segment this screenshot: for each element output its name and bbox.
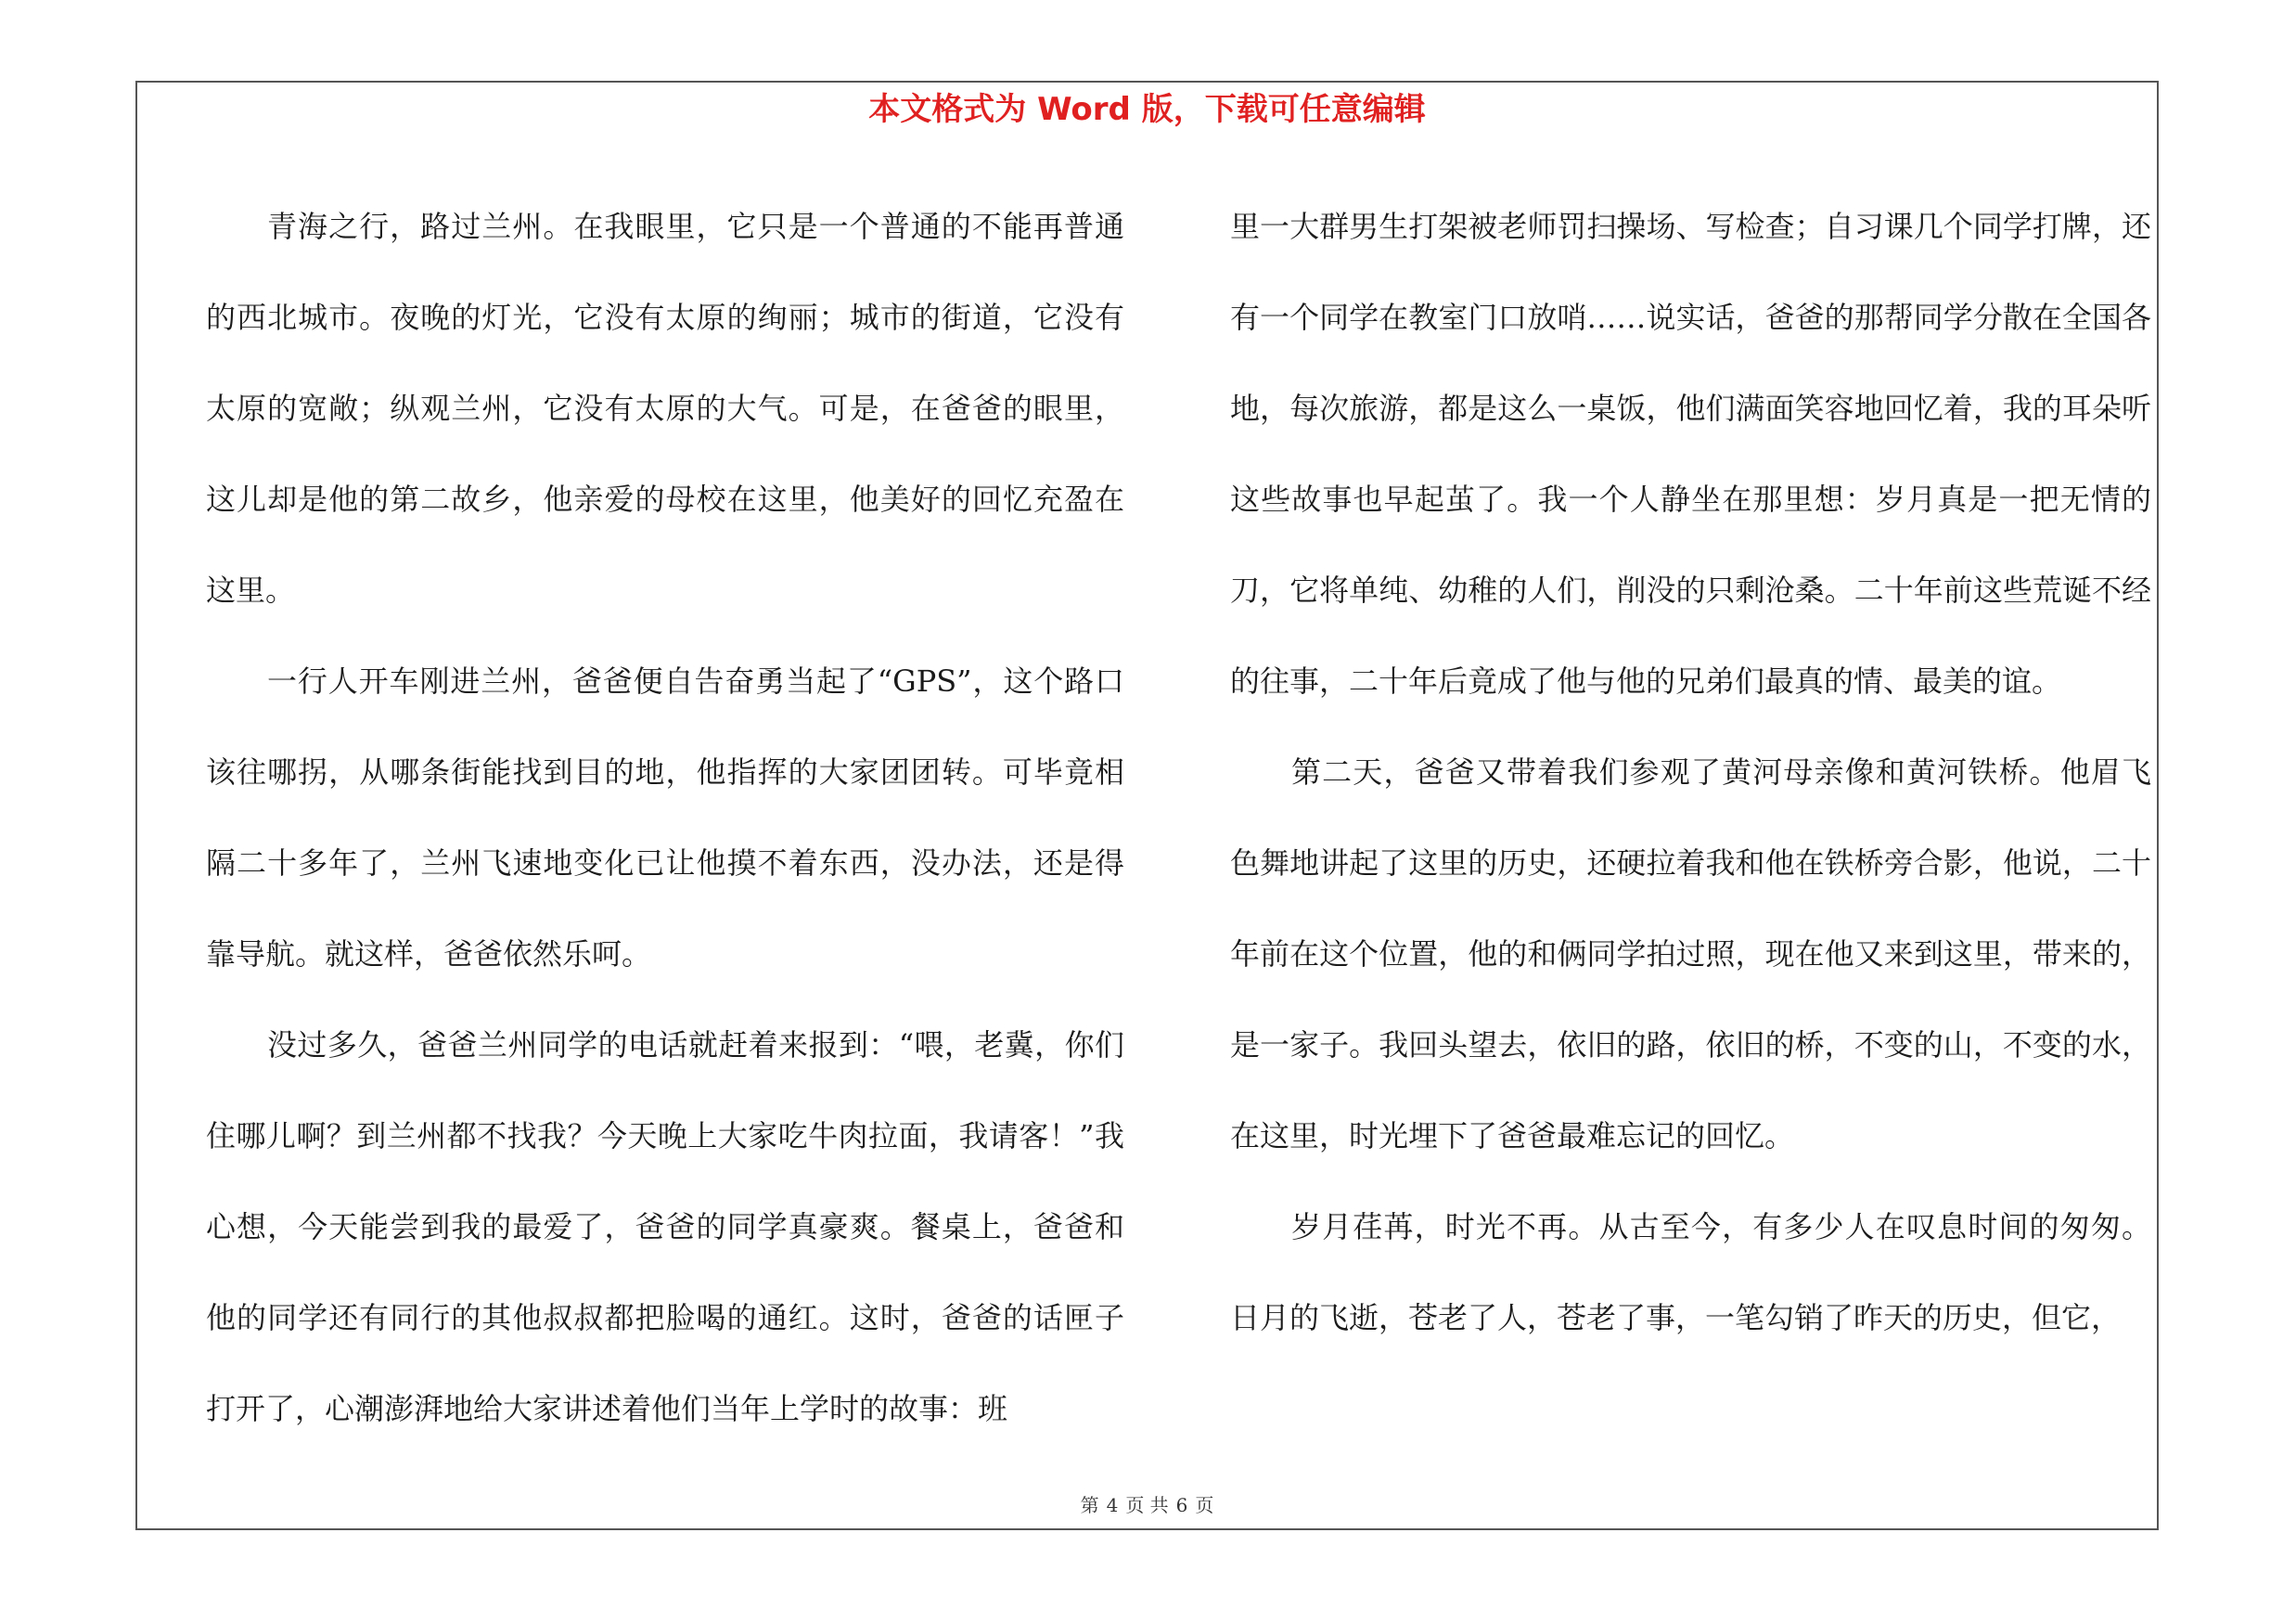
- footer-middle: 页 共: [1125, 1494, 1169, 1516]
- total-page-number: 6: [1175, 1494, 1188, 1516]
- footer-suffix: 页: [1195, 1494, 1214, 1516]
- paragraph: 没过多久，爸爸兰州同学的电话就赶着来报到：“喂，老冀，你们住哪儿啊？到兰州都不找我？今天晚上大家吃牛肉拉面，我请客！”我心想，今天能尝到我的最爱了，爸爸的同学真豪爽。餐桌上，爸爸和他的同学还有同行的其他叔叔都把脸喝的通红。这时，爸爸的话匣子打开了，心潮澎湃地给大家讲述着他们当年上学时的故事：班: [206, 1027, 1124, 1426]
- page-number-footer: [135, 1492, 2159, 1518]
- paragraph: 岁月荏苒，时光不再。从古至今，有多少人在叹息时间的匆匆。日月的飞逝，苍老了人，苍老了事，一笔勾销了昨天的历史，但它，: [1230, 1209, 2151, 1335]
- paragraph: 第二天，爸爸又带着我们参观了黄河母亲像和黄河铁桥。他眉飞色舞地讲起了这里的历史，还硬拉着我和他在铁桥旁合影，他说，二十年前在这个位置，他的和俩同学拍过照，现在他又来到这里，带来的，是一家子。我回头望去，依旧的路，依旧的桥，不变的山，不变的水，在这里，时光埋下了爸爸最难忘记的回忆。: [1230, 754, 2151, 1153]
- paragraph: 一行人开车刚进兰州，爸爸便自告奋勇当起了“GPS”，这个路口该往哪拐，从哪条街能找到目的地，他指挥的大家团团转。可毕竟相隔二十多年了，兰州飞速地变化已让他摸不着东西，没办法，还是得靠导航。就这样，爸爸依然乐呵。: [206, 663, 1124, 972]
- left-column: [206, 181, 1124, 1454]
- format-banner: 本文格式为 Word 版，下载可任意编辑: [868, 91, 1426, 128]
- paragraph: 里一大群男生打架被老师罚扫操场、写检查；自习课几个同学打牌，还有一个同学在教室门口放哨……说实话，爸爸的那帮同学分散在全国各地，每次旅游，都是这么一桌饭，他们满面笑容地回忆着，我的耳朵听这些故事也早起茧了。我一个人静坐在那里想：岁月真是一把无情的刀，它将单纯、幼稚的人们，削没的只剩沧桑。二十年前这些荒诞不经的往事，二十年后竟成了他与他的兄弟们最真的情、最美的谊。: [1230, 209, 2151, 699]
- footer-prefix: 第: [1080, 1494, 1099, 1516]
- current-page-number: 4: [1106, 1494, 1119, 1516]
- paragraph: 青海之行，路过兰州。在我眼里，它只是一个普通的不能再普通的西北城市。夜晚的灯光，它没有太原的绚丽；城市的街道，它没有太原的宽敞；纵观兰州，它没有太原的大气。可是，在爸爸的眼里，这儿却是他的第二故乡，他亲爱的母校在这里，他美好的回忆充盈在这里。: [206, 209, 1124, 608]
- right-column: [1230, 181, 2151, 1363]
